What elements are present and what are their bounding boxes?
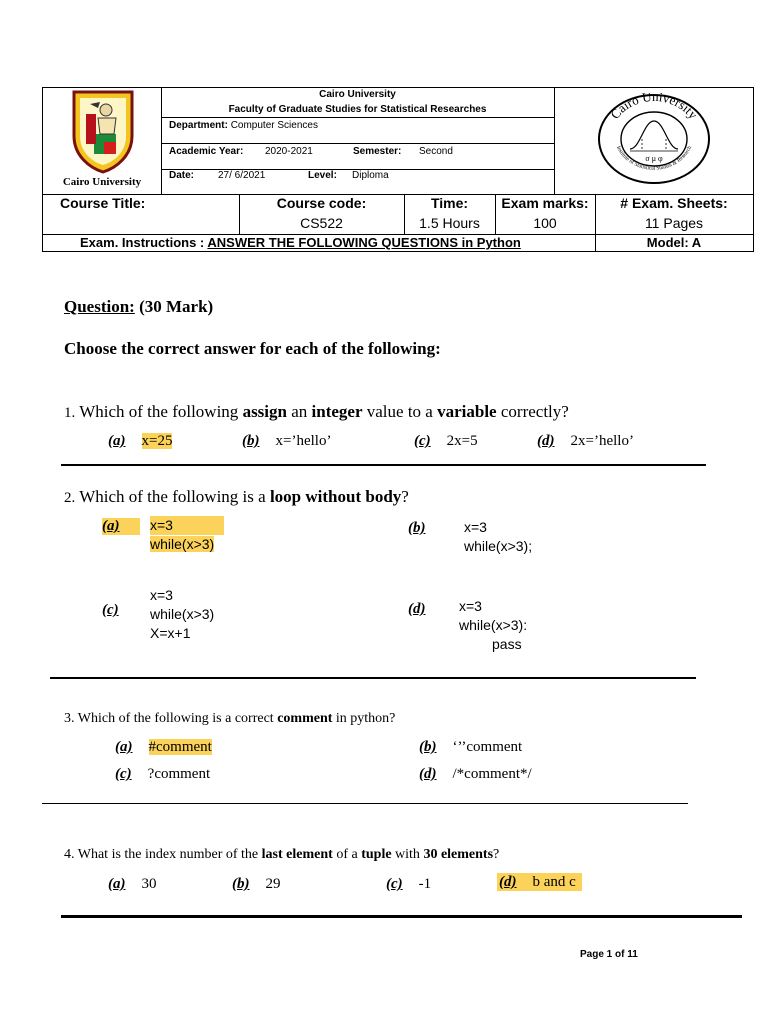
q1-option-b[interactable] [242, 432, 331, 450]
q1-text-part: ? [561, 402, 569, 421]
question-heading [64, 297, 213, 317]
option-label: (b) [419, 739, 437, 755]
sheets-label: # Exam. Sheets: [620, 195, 728, 211]
separator [42, 803, 688, 804]
option-label: (a) [115, 739, 133, 755]
cairo-university-logo [70, 90, 136, 174]
code-line: pass [492, 636, 522, 652]
option-text: ‘’’comment [452, 739, 523, 755]
option-label: (b) [408, 520, 426, 536]
instructions-label: Exam. Instructions : [80, 235, 205, 250]
q3-option-d[interactable] [419, 765, 532, 783]
option-label: (a) [108, 433, 126, 449]
date-value: 27/ 6/2021 [218, 170, 266, 181]
option-label: (d) [499, 874, 517, 890]
option-code [459, 597, 527, 654]
institute-seal [596, 93, 712, 185]
level-value: Diploma [352, 170, 389, 181]
date-label: Date: [169, 170, 195, 181]
option-code [150, 586, 214, 643]
q4-text-part: ? [493, 847, 500, 862]
seal-subtext: Institute of Statistical Studies & Research [614, 145, 694, 172]
code-line: x=3 [150, 516, 224, 535]
option-label: (d) [537, 433, 555, 449]
department-row [169, 120, 318, 131]
q1-keyword: integer [311, 402, 363, 421]
q4-option-d[interactable] [497, 873, 582, 891]
q4-number: 4. [64, 847, 75, 862]
q2-text-part: Which of the following is a [79, 487, 270, 506]
option-text: 30 [141, 876, 157, 892]
separator [50, 677, 696, 679]
divider [161, 117, 554, 118]
option-text: x=’hello’ [275, 433, 332, 449]
option-text: 2x=5 [446, 433, 478, 449]
option-label: (d) [408, 601, 426, 617]
code-line: while(x>3); [464, 538, 533, 554]
q3-text-part: Which of the following is a correct [77, 711, 278, 726]
option-text: x=25 [141, 433, 173, 449]
q4-keyword: last element [261, 847, 333, 862]
page-number: Page 1 of 11 [580, 949, 638, 960]
option-label: (c) [115, 766, 132, 782]
course-code-value: CS522 [300, 215, 343, 231]
q3-option-a[interactable] [115, 738, 212, 756]
option-code [150, 516, 224, 554]
time-value: 1.5 Hours [419, 215, 480, 231]
q4-text [64, 847, 499, 863]
question-label: Question: [64, 297, 135, 316]
option-label: (a) [102, 518, 140, 535]
q3-keyword: comment [277, 711, 333, 726]
option-text: #comment [148, 739, 212, 755]
q4-keyword: 30 elements [423, 847, 494, 862]
code-line: while(x>3) [150, 606, 215, 622]
q4-option-c[interactable] [386, 875, 431, 893]
separator [61, 915, 742, 918]
code-line: while(x>3): [459, 617, 528, 633]
q4-option-b[interactable] [232, 875, 281, 893]
option-label: (b) [232, 876, 250, 892]
q1-option-c[interactable] [414, 432, 478, 450]
separator [61, 464, 706, 466]
option-text: ?comment [147, 766, 211, 782]
q1-option-d[interactable] [537, 432, 634, 450]
code-line: x=3 [464, 519, 487, 535]
q1-keyword: variable [437, 402, 497, 421]
exam-model: Model: A [646, 235, 702, 250]
semester-label: Semester: [353, 146, 402, 157]
faculty-name: Faculty of Graduate Studies for Statistical Researches [228, 104, 487, 115]
divider [554, 88, 555, 195]
q1-keyword: assign [242, 402, 287, 421]
q1-text [64, 402, 569, 422]
code-line: x=3 [459, 598, 482, 614]
option-code [464, 518, 532, 556]
code-line: while(x>3) [150, 536, 215, 552]
q2-keyword: loop without body [269, 487, 402, 506]
seal-greek: σ μ φ [645, 154, 663, 163]
time-label: Time: [430, 195, 469, 211]
seal-text: Cairo University [607, 93, 701, 122]
option-text: /*comment*/ [452, 766, 532, 782]
exam-marks-label: Exam marks: [501, 195, 589, 211]
option-text: -1 [418, 876, 432, 892]
q3-text [64, 711, 395, 727]
q2-text [64, 487, 409, 507]
q2-text-part: ? [401, 487, 409, 506]
q1-option-a[interactable] [108, 432, 172, 450]
department-value: Computer Sciences [230, 120, 318, 131]
option-label: (a) [108, 876, 126, 892]
q3-number: 3. [64, 711, 75, 726]
sheets-value: 11 Pages [644, 215, 704, 231]
instructions-value: ANSWER THE FOLLOWING QUESTIONS in Python [207, 235, 521, 250]
q4-option-a[interactable] [108, 875, 157, 893]
q4-text-part: with [391, 847, 424, 862]
q3-text-part: in python? [332, 711, 396, 726]
q1-text-part: correctly [496, 402, 562, 421]
q1-text-part: an [286, 402, 312, 421]
semester-value: Second [419, 146, 453, 157]
q4-keyword: tuple [361, 847, 392, 862]
code-line: x=3 [150, 587, 173, 603]
academic-year-label: Academic Year: [169, 146, 244, 157]
exam-marks-value: 100 [533, 215, 557, 231]
q2-number: 2. [64, 490, 76, 506]
question-marks: (30 Mark) [139, 297, 214, 316]
department-label: Department: [169, 120, 228, 131]
divider [161, 143, 554, 144]
code-line: X=x+1 [150, 625, 191, 641]
logo-caption: Cairo University [62, 176, 142, 188]
academic-year-value: 2020-2021 [265, 146, 313, 157]
option-text: 29 [265, 876, 281, 892]
option-label: (c) [414, 433, 431, 449]
q4-text-part: What is the index number of the [77, 847, 262, 862]
q1-text-part: value to a [362, 402, 438, 421]
option-label: (c) [386, 876, 403, 892]
q3-option-b[interactable] [419, 738, 522, 756]
q1-text-part: Which of the following [79, 402, 243, 421]
q3-option-c[interactable] [115, 765, 210, 783]
question-instruction: Choose the correct answer for each of the following: [64, 339, 441, 358]
course-title-label: Course Title: [60, 195, 146, 211]
q4-text-part: of a [332, 847, 362, 862]
course-code-label: Course code: [276, 195, 367, 211]
q1-number: 1. [64, 405, 76, 421]
instructions-row [80, 235, 521, 250]
option-label: (b) [242, 433, 260, 449]
option-text: 2x=’hello’ [570, 433, 634, 449]
option-label: (d) [419, 766, 437, 782]
level-label: Level: [308, 170, 337, 181]
svg-text:Cairo University [607, 93, 701, 122]
option-label: (c) [102, 602, 119, 618]
option-text: b and c [519, 873, 582, 891]
university-name: Cairo University [319, 89, 396, 100]
